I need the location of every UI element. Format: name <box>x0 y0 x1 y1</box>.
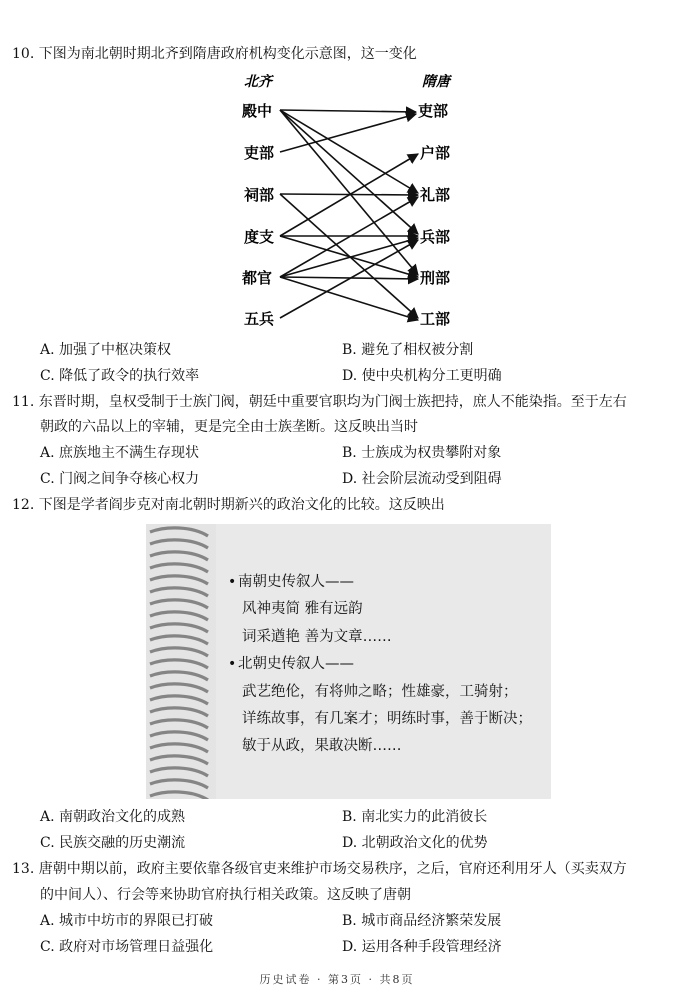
q12-option-a[interactable]: A. 南朝政治文化的成熟 <box>40 809 186 825</box>
notebook-north-line2: 详练故事，有几案才；明练时事，善于断决； <box>242 711 532 727</box>
q12-stem: 12. 下图是学者阎步克对南北朝时期新兴的政治文化的比较。这反映出 <box>12 497 445 513</box>
notebook-north-title: 北朝史传叙人—— <box>238 656 354 672</box>
q10-stem: 10. 下图为南北朝时期北齐到隋唐政府机构变化示意图，这一变化 <box>12 46 417 62</box>
notebook-south-title: 南朝史传叙人—— <box>238 574 354 590</box>
diagram-right-libu: 吏部 <box>418 102 449 120</box>
arrow-dianzhong-libu-rites <box>280 110 418 193</box>
diagram-right-gongbu: 工部 <box>420 310 451 328</box>
q10-diagram <box>230 68 470 336</box>
bullet-north-icon: • <box>228 656 237 672</box>
q10-option-a[interactable]: A. 加强了中枢决策权 <box>40 342 172 358</box>
diagram-left-libu: 吏部 <box>244 144 275 162</box>
q11-option-b[interactable]: B. 士族成为权贵攀附对象 <box>342 445 502 461</box>
arrow-dianzhong-bingbu <box>280 110 418 234</box>
q12-notebook-figure <box>146 524 551 799</box>
arrow-dianzhong-libu <box>280 110 416 112</box>
notebook-north-line3: 敏于从政，果敢决断…… <box>242 738 402 754</box>
q11-stem-line2: 朝政的六品以上的宰辅，更是完全由士族垄断。这反映出当时 <box>40 419 418 435</box>
arrow-libu-libu <box>280 114 416 152</box>
diagram-left-dianzhong: 殿中 <box>242 102 273 120</box>
page-footer: 历史试卷 · 第3页 · 共8页 <box>259 973 415 986</box>
arrow-dianzhong-xingbu <box>280 110 418 275</box>
q10-option-d[interactable]: D. 使中央机构分工更明确 <box>342 368 502 384</box>
q13-option-c[interactable]: C. 政府对市场管理日益强化 <box>40 939 214 955</box>
q11-option-c[interactable]: C. 门阀之间争夺核心权力 <box>40 471 200 487</box>
q13-stem-line1: 13. 唐朝中期以前，政府主要依靠各级官吏来维护市场交易秩序，之后，官府还利用牙人（买卖双方 <box>12 861 627 877</box>
notebook-south-line1: 风神夷简 雅有远韵 <box>242 601 363 617</box>
q12-option-c[interactable]: C. 民族交融的历史潮流 <box>40 835 186 851</box>
notebook-south-line2: 词采遒艳 善为文章…… <box>242 629 392 645</box>
q13-stem-line2: 的中间人）、行会等来协助官府执行相关政策。这反映了唐朝 <box>40 887 411 903</box>
diagram-right-header: 隋唐 <box>422 74 450 90</box>
notebook-north-line1: 武艺绝伦，有将帅之略；性雄豪，工骑射； <box>242 684 518 700</box>
diagram-left-cibu: 祠部 <box>244 186 275 204</box>
q13-option-d[interactable]: D. 运用各种手段管理经济 <box>342 939 502 955</box>
diagram-left-wubing: 五兵 <box>244 310 275 328</box>
diagram-left-header: 北齐 <box>244 74 272 90</box>
diagram-left-duguan: 都官 <box>242 269 273 287</box>
q10-option-b[interactable]: B. 避免了相权被分割 <box>342 342 474 358</box>
q11-option-a[interactable]: A. 庶族地主不满生存现状 <box>40 445 200 461</box>
q12-option-d[interactable]: D. 北朝政治文化的优势 <box>342 835 488 851</box>
arrow-duguan-libu-rites <box>280 197 418 277</box>
diagram-right-bingbu: 兵部 <box>420 228 451 246</box>
diagram-right-libu-rites: 礼部 <box>420 186 451 204</box>
bullet-south-icon: • <box>228 574 237 590</box>
q10-option-c[interactable]: C. 降低了政令的执行效率 <box>40 368 200 384</box>
q11-option-d[interactable]: D. 社会阶层流动受到阻碍 <box>342 471 502 487</box>
q13-option-b[interactable]: B. 城市商品经济繁荣发展 <box>342 913 502 929</box>
q13-option-a[interactable]: A. 城市中坊市的界限已打破 <box>40 913 214 929</box>
diagram-left-duzhi: 度支 <box>244 228 275 246</box>
diagram-right-xingbu: 刑部 <box>420 269 451 287</box>
q11-stem-line1: 11. 东晋时期，皇权受制于士族门阀，朝廷中重要官职均为门阀士族把持，庶人不能染指。至于左右 <box>12 394 627 410</box>
diagram-right-hubu: 户部 <box>420 144 451 162</box>
notebook-spiral-binding <box>146 524 216 799</box>
q12-option-b[interactable]: B. 南北实力的此消彼长 <box>342 809 488 825</box>
